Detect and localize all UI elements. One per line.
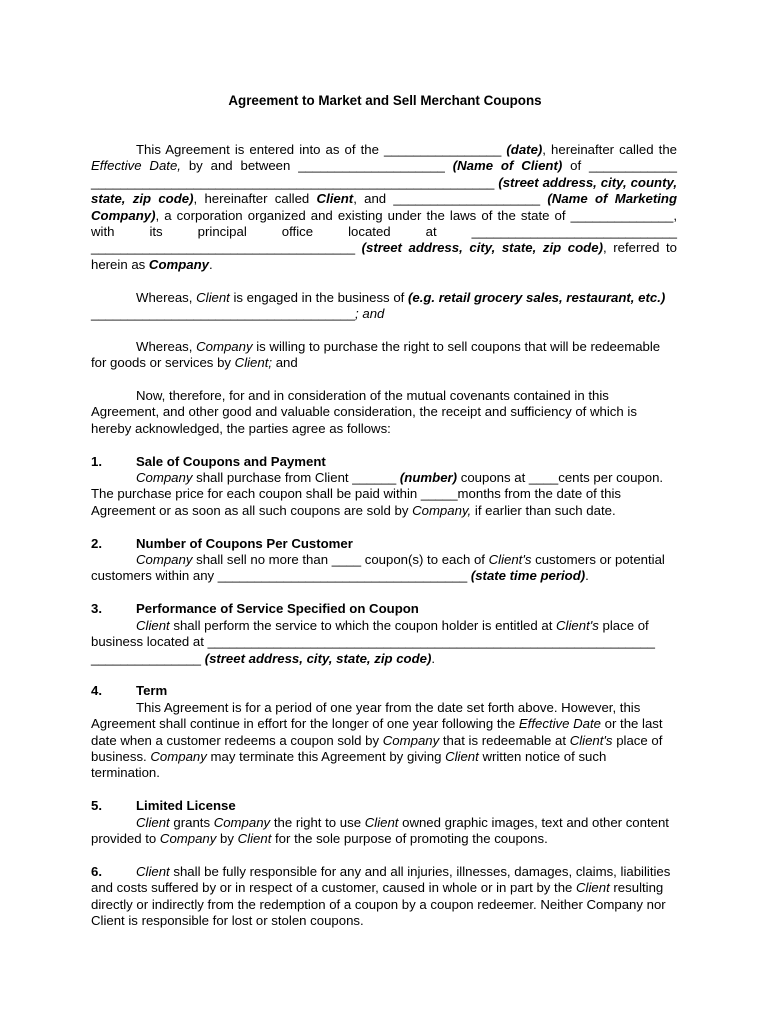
whereas-client-paragraph — [91, 290, 677, 323]
intro-text: , and ____________________ — [353, 191, 548, 207]
section-1-heading — [91, 454, 677, 470]
whereas-text: is engaged in the business of — [229, 289, 408, 305]
section-title: Sale of Coupons and Payment — [136, 453, 326, 469]
client-term: Client's — [569, 732, 613, 748]
section-title: Limited License — [136, 798, 236, 814]
time-period-label: (state time period) — [470, 568, 586, 584]
client-term: Client — [237, 830, 272, 846]
intro-text: , hereinafter called — [193, 191, 317, 207]
address-label: (street address, city, state, zip code) — [204, 650, 432, 666]
section-3-body — [91, 618, 677, 667]
company-term: Company — [150, 748, 207, 764]
company-term: Company — [159, 830, 217, 846]
intro-client-name-label: (Name of Client) — [452, 158, 563, 174]
section-3-heading — [91, 601, 677, 617]
effective-date-term: Effective Date — [518, 716, 601, 732]
section-2-heading — [91, 536, 677, 552]
section-text: customers or potential customers within any __________________________________ — [91, 552, 665, 584]
section-number: 1. — [91, 453, 102, 469]
client-term: Client's — [556, 617, 599, 633]
now-therefore-paragraph: Now, therefore, for and in consideration of the mutual covenants contained in this Agreement, and other good and valuable consideration, the receipt and sufficiency of which is hereby acknowledged, the parties agree as follows: — [91, 388, 637, 436]
whereas-company-term: Company — [196, 338, 253, 354]
section-text: if earlier than such date. — [471, 502, 616, 518]
intro-text: by and between ____________________ — [180, 158, 453, 174]
client-term: Client's — [488, 552, 532, 568]
intro-text: This Agreement is entered into as of the ________________ — [136, 142, 507, 157]
section-text: resulting directly or indirectly from the redemption of a coupon by a coupon redeemer. Neither Company nor Client is responsible for lost or stolen coupons. — [91, 880, 666, 928]
section-text: place of business. — [91, 732, 663, 764]
whereas-client-term: Client; — [234, 355, 273, 371]
section-text: coupons at ____cents per coupon. The purchase price for each coupon shall be paid within _____months from the date of this Agreement or as soon as all such coupons are sold by — [91, 470, 664, 518]
intro-effective-date: Effective Date, — [91, 158, 181, 174]
company-term: Company, — [412, 502, 472, 518]
section-text: . — [431, 650, 436, 666]
section-text: shall purchase from Client ______ — [192, 470, 400, 486]
section-6-body — [91, 864, 677, 930]
intro-client-term: Client — [316, 191, 354, 207]
section-5-heading — [91, 798, 677, 814]
number-label: (number) — [399, 470, 458, 486]
client-term: Client — [136, 617, 170, 633]
section-text: or the last date when a customer redeems a coupon sold by — [91, 716, 663, 748]
company-term: Company — [213, 814, 271, 830]
section-text: shall be fully responsible for any and all injuries, illnesses, damages, claims, liabilities and costs suffered by or in respect of a customer, caused in whole or in part by the — [91, 863, 671, 896]
intro-paragraph — [91, 142, 677, 273]
intro-text: . — [209, 256, 213, 272]
section-4-heading — [91, 683, 677, 699]
section-title: Performance of Service Specified on Coupon — [136, 601, 419, 617]
section-text: that is redeemable at — [439, 732, 570, 748]
whereas-text: Whereas, — [136, 289, 197, 305]
company-term: Company — [136, 470, 193, 486]
section-number: 3. — [91, 601, 102, 617]
section-title: Number of Coupons Per Customer — [136, 535, 353, 551]
section-text: for the sole purpose of promoting the coupons. — [271, 830, 548, 846]
document-title: Agreement to Market and Sell Merchant Coupons — [228, 93, 542, 108]
client-term: Client — [136, 814, 170, 830]
section-2-body — [91, 552, 677, 585]
section-text: the right to use — [270, 814, 365, 830]
intro-text: of ____________ _______________________________________________________ — [91, 158, 678, 190]
section-text: grants — [169, 814, 214, 830]
whereas-text: and — [272, 355, 298, 371]
intro-company-name-label: (Name of Marketing Company) — [91, 191, 678, 223]
intro-text: , referred to herein as — [91, 240, 677, 272]
section-1-body — [91, 470, 677, 519]
section-text: shall sell no more than ____ coupon(s) to each of — [192, 552, 489, 568]
section-text: . — [585, 568, 589, 584]
company-term: Company — [136, 552, 193, 568]
section-text: may terminate this Agreement by giving — [206, 748, 446, 764]
section-text: shall perform the service to which the coupon holder is entitled at — [169, 617, 557, 633]
client-term: Client — [136, 863, 170, 879]
intro-company-term: Company — [148, 256, 210, 272]
intro-company-address-label: (street address, city, state, zip code) — [361, 240, 603, 256]
client-term: Client — [364, 814, 399, 830]
intro-date-label: (date) — [506, 142, 543, 157]
whereas-text: Whereas, — [136, 338, 197, 354]
section-4-body — [91, 700, 677, 782]
whereas-company-paragraph — [91, 339, 677, 372]
whereas-text: is willing to purchase the right to sell coupons that will be redeemable for goods or services by — [91, 338, 661, 371]
section-text: This Agreement is for a period of one year from the date set forth above. However, this Agreement shall continue in effort for the longer of one year following the — [91, 699, 641, 732]
section-text: written notice of such termination. — [91, 748, 607, 781]
section-number: 4. — [91, 683, 102, 699]
section-number: 5. — [91, 798, 102, 814]
whereas-blank: ____________________________________ — [91, 306, 356, 322]
section-text: by — [216, 830, 238, 846]
section-text: place of business located at _____________________________________________________________ _______________ — [91, 617, 655, 666]
section-title: Term — [136, 683, 168, 699]
client-term: Client — [445, 748, 479, 764]
intro-text: , a corporation organized and existing under the laws of the state of ______________, with its principal office located at ____________________________ ____________________________________ — [91, 207, 677, 256]
whereas-client-term: Client — [196, 289, 230, 305]
intro-text: , hereinafter called the — [542, 142, 677, 157]
section-5-body — [91, 815, 677, 848]
whereas-business-label: (e.g. retail grocery sales, restaurant, etc.) — [407, 289, 666, 305]
section-text: owned graphic images, text and other content provided to — [91, 814, 669, 846]
whereas-text: ; and — [355, 306, 385, 322]
client-term: Client — [576, 880, 610, 896]
company-term: Company — [382, 732, 440, 748]
section-number: 2. — [91, 535, 102, 551]
intro-client-address-label: (street address, city, county, state, zip code) — [91, 174, 677, 207]
document-body — [91, 142, 677, 929]
section-number: 6. — [91, 863, 102, 879]
